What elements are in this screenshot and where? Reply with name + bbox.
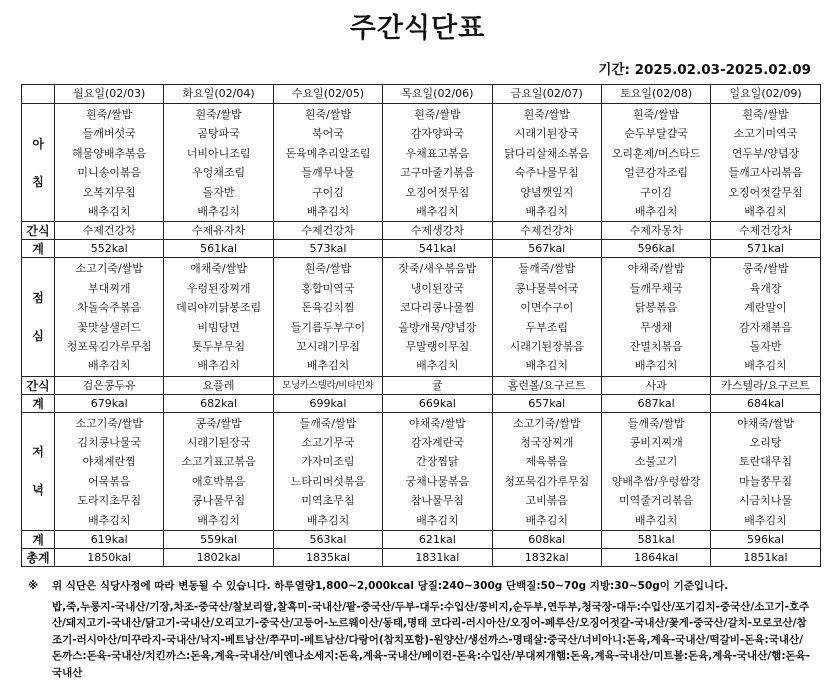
menu-item: 무말랭이무침 — [383, 337, 491, 356]
menu-item: 흰죽/쌀밥 — [55, 105, 163, 124]
snack-label: 간식 — [22, 222, 55, 240]
menu-item: 배추김치 — [55, 202, 163, 221]
meal-cell — [273, 104, 382, 222]
menu-item: 야채죽/쌀밥 — [711, 414, 819, 433]
menu-item: 들깨버섯국 — [55, 124, 163, 143]
menu-item: 콩죽/쌀밥 — [164, 414, 272, 433]
lunch-snack-row — [22, 376, 821, 394]
menu-item: 참나물무침 — [383, 491, 491, 510]
total-cell: 1835kal — [273, 549, 382, 567]
menu-item: 오징어젓무침 — [383, 183, 491, 202]
menu-item: 미역줄거리볶음 — [602, 491, 710, 510]
menu-item: 가자미조림 — [274, 452, 382, 471]
snack-cell: 검은콩두유 — [55, 376, 164, 394]
menu-item: 계란말이 — [711, 298, 819, 317]
menu-item: 배추김치 — [383, 356, 491, 375]
menu-item: 냉이된장국 — [383, 279, 491, 298]
menu-item: 배추김치 — [493, 356, 601, 375]
snack-cell: 수제건강차 — [492, 222, 601, 240]
menu-item: 북어국 — [274, 124, 382, 143]
menu-item: 들깨죽/쌀밥 — [602, 414, 710, 433]
meal-cell — [55, 258, 164, 376]
snack-cell: 요플레 — [164, 376, 273, 394]
menu-item: 두부조림 — [493, 318, 601, 337]
menu-item: 들기름두부구이 — [274, 318, 382, 337]
snack-cell: 수제생강차 — [383, 222, 492, 240]
menu-item: 차돌숙주볶음 — [55, 298, 163, 317]
menu-item: 애채죽/쌀밥 — [164, 259, 272, 278]
menu-item: 시금치나물 — [711, 491, 819, 510]
kcal-label: 계 — [22, 240, 55, 258]
kcal-label: 계 — [22, 394, 55, 412]
day-header: 수요일(02/05) — [273, 85, 382, 104]
day-header: 월요일(02/03) — [55, 85, 164, 104]
corner-cell — [22, 85, 55, 104]
menu-item: 배추김치 — [164, 356, 272, 375]
meal-cell — [601, 104, 710, 222]
menu-item: 느타리버섯볶음 — [274, 472, 382, 491]
menu-item: 마늘쫑무침 — [711, 472, 819, 491]
meal-cell — [164, 258, 273, 376]
menu-item: 해물양배추볶음 — [55, 144, 163, 163]
menu-item: 흰죽/쌀밥 — [274, 259, 382, 278]
origin-note: 밥,죽,누룽지-국내산/기장,차조-중국산/찰보리쌀,찰흑미-국내산/팥-중국산/두부-대두:수입산/콩비지,순두부,연두부,청국장-대두:수입산/포기김치-중국산/소고기-호주산/돼지고기-국내산/닭고기-국내산/오리고기-중국산/고등어-노르웨이산/동태,명태 코다리-러시아산/오징어-페루산/오징어젓갈-국내산/꽃게-중국산/갈치-모로코산/참조기-러시아산/미꾸라지-국내산/낙지-베트남산/쭈꾸미-베트남산/다랑어(참치포함)-원양산/생선까스-명태살:중국산/너비아니:돈육,계육-국내산/떡갈비-돈육:국내산/돈까스:돈육-국내산/치킨까스:돈육,계육-국내산/비엔나소세지:돈육,계육-국내산/베이컨-돈육:수입산/부대찌개햄:돈육,계육-국내산/미트볼:돈육,계육-국내산/햄:돈육-국내산 — [36, 599, 811, 681]
footnotes — [36, 578, 811, 681]
menu-item: 배추김치 — [493, 202, 601, 221]
dinner-kcal-row — [22, 531, 821, 549]
dinner-label — [22, 412, 55, 530]
menu-item: 소고기표고볶음 — [164, 452, 272, 471]
kcal-cell: 581kal — [601, 531, 710, 549]
total-cell: 1851kal — [711, 549, 820, 567]
menu-item: 들깨죽/쌀밥 — [274, 414, 382, 433]
menu-item: 오리훈제/머스타드 — [602, 144, 710, 163]
menu-item: 배추김치 — [274, 356, 382, 375]
kcal-cell: 571kal — [711, 240, 820, 258]
meal-cell — [492, 258, 601, 376]
breakfast-snack-row — [22, 222, 821, 240]
menu-item: 올방개묵/양념장 — [383, 318, 491, 337]
breakfast-kcal-row — [22, 240, 821, 258]
menu-item: 감자계란국 — [383, 433, 491, 452]
menu-item: 배추김치 — [383, 511, 491, 530]
dinner-row — [22, 412, 821, 530]
total-kcal-row — [22, 549, 821, 567]
snack-cell: 홈런볼/요구르트 — [492, 376, 601, 394]
menu-item: 들깨무나물 — [274, 163, 382, 182]
menu-item: 미니송이볶음 — [55, 163, 163, 182]
total-cell: 1864kal — [601, 549, 710, 567]
menu-item: 잣죽/새우볶음밥 — [383, 259, 491, 278]
lunch-label — [22, 258, 55, 376]
menu-item: 배추김치 — [274, 511, 382, 530]
menu-item: 고구마줄기볶음 — [383, 163, 491, 182]
menu-item: 흰죽/쌀밥 — [602, 105, 710, 124]
menu-item: 이면수구이 — [493, 298, 601, 317]
kcal-cell: 621kal — [383, 531, 492, 549]
menu-item: 흰죽/쌀밥 — [711, 105, 819, 124]
menu-item: 구이김 — [602, 183, 710, 202]
lunch-label-char: 점 — [32, 279, 44, 317]
menu-item: 궁채나물볶음 — [383, 472, 491, 491]
total-label: 총계 — [22, 549, 55, 567]
menu-item: 들깨고사리볶음 — [711, 163, 819, 182]
menu-item: 흰죽/쌀밥 — [493, 105, 601, 124]
menu-item: 코다리콩나물찜 — [383, 298, 491, 317]
menu-item: 비빔당면 — [164, 318, 272, 337]
kcal-cell: 596kal — [711, 531, 820, 549]
breakfast-label-char: 침 — [32, 163, 44, 201]
menu-item: 감자양파국 — [383, 124, 491, 143]
meal-cell — [55, 412, 164, 530]
total-cell: 1831kal — [383, 549, 492, 567]
kcal-cell: 573kal — [273, 240, 382, 258]
meal-cell — [164, 104, 273, 222]
menu-item: 육개장 — [711, 279, 819, 298]
snack-cell: 수제건강차 — [273, 222, 382, 240]
menu-item: 양념깻잎지 — [493, 183, 601, 202]
breakfast-row — [22, 104, 821, 222]
menu-item: 소고기미역국 — [711, 124, 819, 143]
menu-item: 꼬시래기무침 — [274, 337, 382, 356]
menu-item: 제육볶음 — [493, 452, 601, 471]
lunch-row — [22, 258, 821, 376]
menu-item: 오복지무침 — [55, 183, 163, 202]
menu-item: 시래기된장국 — [164, 433, 272, 452]
kcal-cell: 699kal — [273, 394, 382, 412]
menu-item: 곰탕파국 — [164, 124, 272, 143]
meal-cell — [711, 258, 820, 376]
menu-item: 배추김치 — [55, 511, 163, 530]
kcal-cell: 657kal — [492, 394, 601, 412]
period-range: 기간: 2025.02.03-2025.02.09 — [598, 58, 811, 78]
menu-item: 부대찌개 — [55, 279, 163, 298]
menu-item: 소고기무국 — [274, 433, 382, 452]
kcal-cell: 559kal — [164, 531, 273, 549]
snack-cell: 수제자몽차 — [601, 222, 710, 240]
menu-item: 배추김치 — [602, 202, 710, 221]
kcal-cell: 679kal — [55, 394, 164, 412]
menu-item: 애호박볶음 — [164, 472, 272, 491]
menu-item: 숙주나물무침 — [493, 163, 601, 182]
weekly-menu-table — [21, 84, 821, 567]
day-header: 화요일(02/04) — [164, 85, 273, 104]
day-header: 목요일(02/06) — [383, 85, 492, 104]
menu-item: 연두부/양념장 — [711, 144, 819, 163]
meal-cell — [164, 412, 273, 530]
menu-item: 흰죽/쌀밥 — [274, 105, 382, 124]
menu-item: 구이김 — [274, 183, 382, 202]
snack-cell: 수제건강차 — [55, 222, 164, 240]
menu-item: 야채계란찜 — [55, 452, 163, 471]
menu-item: 콩나물무침 — [164, 491, 272, 510]
menu-item: 배추김치 — [711, 511, 819, 530]
kcal-cell: 567kal — [492, 240, 601, 258]
kcal-cell: 596kal — [601, 240, 710, 258]
menu-item: 시래기된장볶음 — [493, 337, 601, 356]
menu-item: 배추김치 — [602, 511, 710, 530]
meal-cell — [273, 412, 382, 530]
meal-cell — [601, 412, 710, 530]
meal-cell — [55, 104, 164, 222]
meal-cell — [492, 104, 601, 222]
meal-cell — [273, 258, 382, 376]
snack-cell: 사과 — [601, 376, 710, 394]
menu-item: 얼큰감자조림 — [602, 163, 710, 182]
menu-item: 톳두부무침 — [164, 337, 272, 356]
menu-item: 흰죽/쌀밥 — [164, 105, 272, 124]
dinner-label-char: 녁 — [32, 471, 44, 509]
menu-item: 무생채 — [602, 318, 710, 337]
snack-label: 간식 — [22, 376, 55, 394]
menu-item: 데리야끼닭봉조림 — [164, 298, 272, 317]
asterisk-mark: ※ — [28, 578, 38, 595]
day-header: 일요일(02/09) — [711, 85, 820, 104]
menu-item: 고비볶음 — [493, 491, 601, 510]
menu-item: 돈육메추리알조림 — [274, 144, 382, 163]
total-cell: 1832kal — [492, 549, 601, 567]
meal-cell — [711, 104, 820, 222]
menu-item: 김치콩나물국 — [55, 433, 163, 452]
menu-item: 콩나물북어국 — [493, 279, 601, 298]
menu-item: 들깨죽/쌀밥 — [493, 259, 601, 278]
meal-cell — [383, 104, 492, 222]
menu-item: 청포묵김가루무침 — [493, 472, 601, 491]
snack-cell: 수제유자차 — [164, 222, 273, 240]
meal-cell — [383, 258, 492, 376]
meal-cell — [711, 412, 820, 530]
kcal-cell: 687kal — [601, 394, 710, 412]
kcal-cell: 552kal — [55, 240, 164, 258]
menu-item: 시래기된장국 — [493, 124, 601, 143]
menu-item: 미역초무침 — [274, 491, 382, 510]
menu-item: 닭다리살채소볶음 — [493, 144, 601, 163]
kcal-cell: 561kal — [164, 240, 273, 258]
menu-item: 우렁된장찌개 — [164, 279, 272, 298]
lunch-kcal-row — [22, 394, 821, 412]
menu-item: 흰죽/쌀밥 — [383, 105, 491, 124]
snack-cell: 수제건강차 — [711, 222, 820, 240]
menu-item: 배추김치 — [274, 202, 382, 221]
menu-item: 배추김치 — [164, 511, 272, 530]
day-header: 금요일(02/07) — [492, 85, 601, 104]
menu-item: 콩비지찌개 — [602, 433, 710, 452]
menu-item: 간장찜닭 — [383, 452, 491, 471]
menu-item: 배추김치 — [164, 202, 272, 221]
menu-item: 홍합미역국 — [274, 279, 382, 298]
menu-item: 우엉채조림 — [164, 163, 272, 182]
menu-item: 도라지초무침 — [55, 491, 163, 510]
menu-item: 오리탕 — [711, 433, 819, 452]
kcal-cell: 684kal — [711, 394, 820, 412]
kcal-cell: 608kal — [492, 531, 601, 549]
menu-item: 청국장찌개 — [493, 433, 601, 452]
menu-item: 감자채볶음 — [711, 318, 819, 337]
nutrition-note: 위 식단은 식당사정에 따라 변동될 수 있습니다. 하루열량1,800~2,000kcal 당질:240~300g 단백질:50~70g 지방:30~50g이 기준입니다. — [36, 578, 811, 595]
menu-item: 너비아니조림 — [164, 144, 272, 163]
menu-item: 소고기죽/쌀밥 — [55, 259, 163, 278]
menu-item: 들깨무채국 — [602, 279, 710, 298]
kcal-cell: 619kal — [55, 531, 164, 549]
menu-item: 배추김치 — [55, 356, 163, 375]
menu-item: 콩죽/쌀밥 — [711, 259, 819, 278]
page-title: 주간식단표 — [0, 6, 835, 45]
menu-item: 야채죽/쌀밥 — [383, 414, 491, 433]
breakfast-label-char: 아 — [32, 125, 44, 163]
kcal-cell: 669kal — [383, 394, 492, 412]
menu-item: 배추김치 — [711, 202, 819, 221]
menu-item: 양배추쌈/우렁쌈장 — [602, 472, 710, 491]
day-header: 토요일(02/08) — [601, 85, 710, 104]
menu-item: 배추김치 — [383, 202, 491, 221]
menu-item: 돌자반 — [164, 183, 272, 202]
dinner-label-char: 저 — [32, 433, 44, 471]
snack-cell: 카스텔라/요구르트 — [711, 376, 820, 394]
menu-item: 돌자반 — [711, 337, 819, 356]
kcal-cell: 541kal — [383, 240, 492, 258]
menu-item: 어묵볶음 — [55, 472, 163, 491]
lunch-label-char: 심 — [32, 317, 44, 355]
kcal-label: 계 — [22, 531, 55, 549]
menu-item: 소고기죽/쌀밥 — [55, 414, 163, 433]
kcal-cell: 682kal — [164, 394, 273, 412]
menu-item: 배추김치 — [602, 356, 710, 375]
menu-item: 닭봉볶음 — [602, 298, 710, 317]
day-header-row — [22, 85, 821, 104]
snack-cell: 귤 — [383, 376, 492, 394]
breakfast-label — [22, 104, 55, 222]
menu-item: 야채죽/쌀밥 — [602, 259, 710, 278]
kcal-cell: 563kal — [273, 531, 382, 549]
menu-item: 순두부달걀국 — [602, 124, 710, 143]
menu-item: 오징어젓갈무침 — [711, 183, 819, 202]
menu-item: 잔멸치볶음 — [602, 337, 710, 356]
menu-item: 소고기죽/쌀밥 — [493, 414, 601, 433]
menu-item: 토란대무침 — [711, 452, 819, 471]
snack-cell: 모닝카스텔라/비타민차 — [273, 376, 382, 394]
meal-cell — [601, 258, 710, 376]
total-cell: 1850kal — [55, 549, 164, 567]
menu-item: 배추김치 — [493, 511, 601, 530]
menu-item: 배추김치 — [711, 356, 819, 375]
meal-cell — [383, 412, 492, 530]
menu-item: 돈육김치찜 — [274, 298, 382, 317]
menu-item: 꽃맛살샐러드 — [55, 318, 163, 337]
total-cell: 1802kal — [164, 549, 273, 567]
menu-item: 소불고기 — [602, 452, 710, 471]
menu-item: 우채표고볶음 — [383, 144, 491, 163]
meal-cell — [492, 412, 601, 530]
menu-item: 청포묵김가루무침 — [55, 337, 163, 356]
